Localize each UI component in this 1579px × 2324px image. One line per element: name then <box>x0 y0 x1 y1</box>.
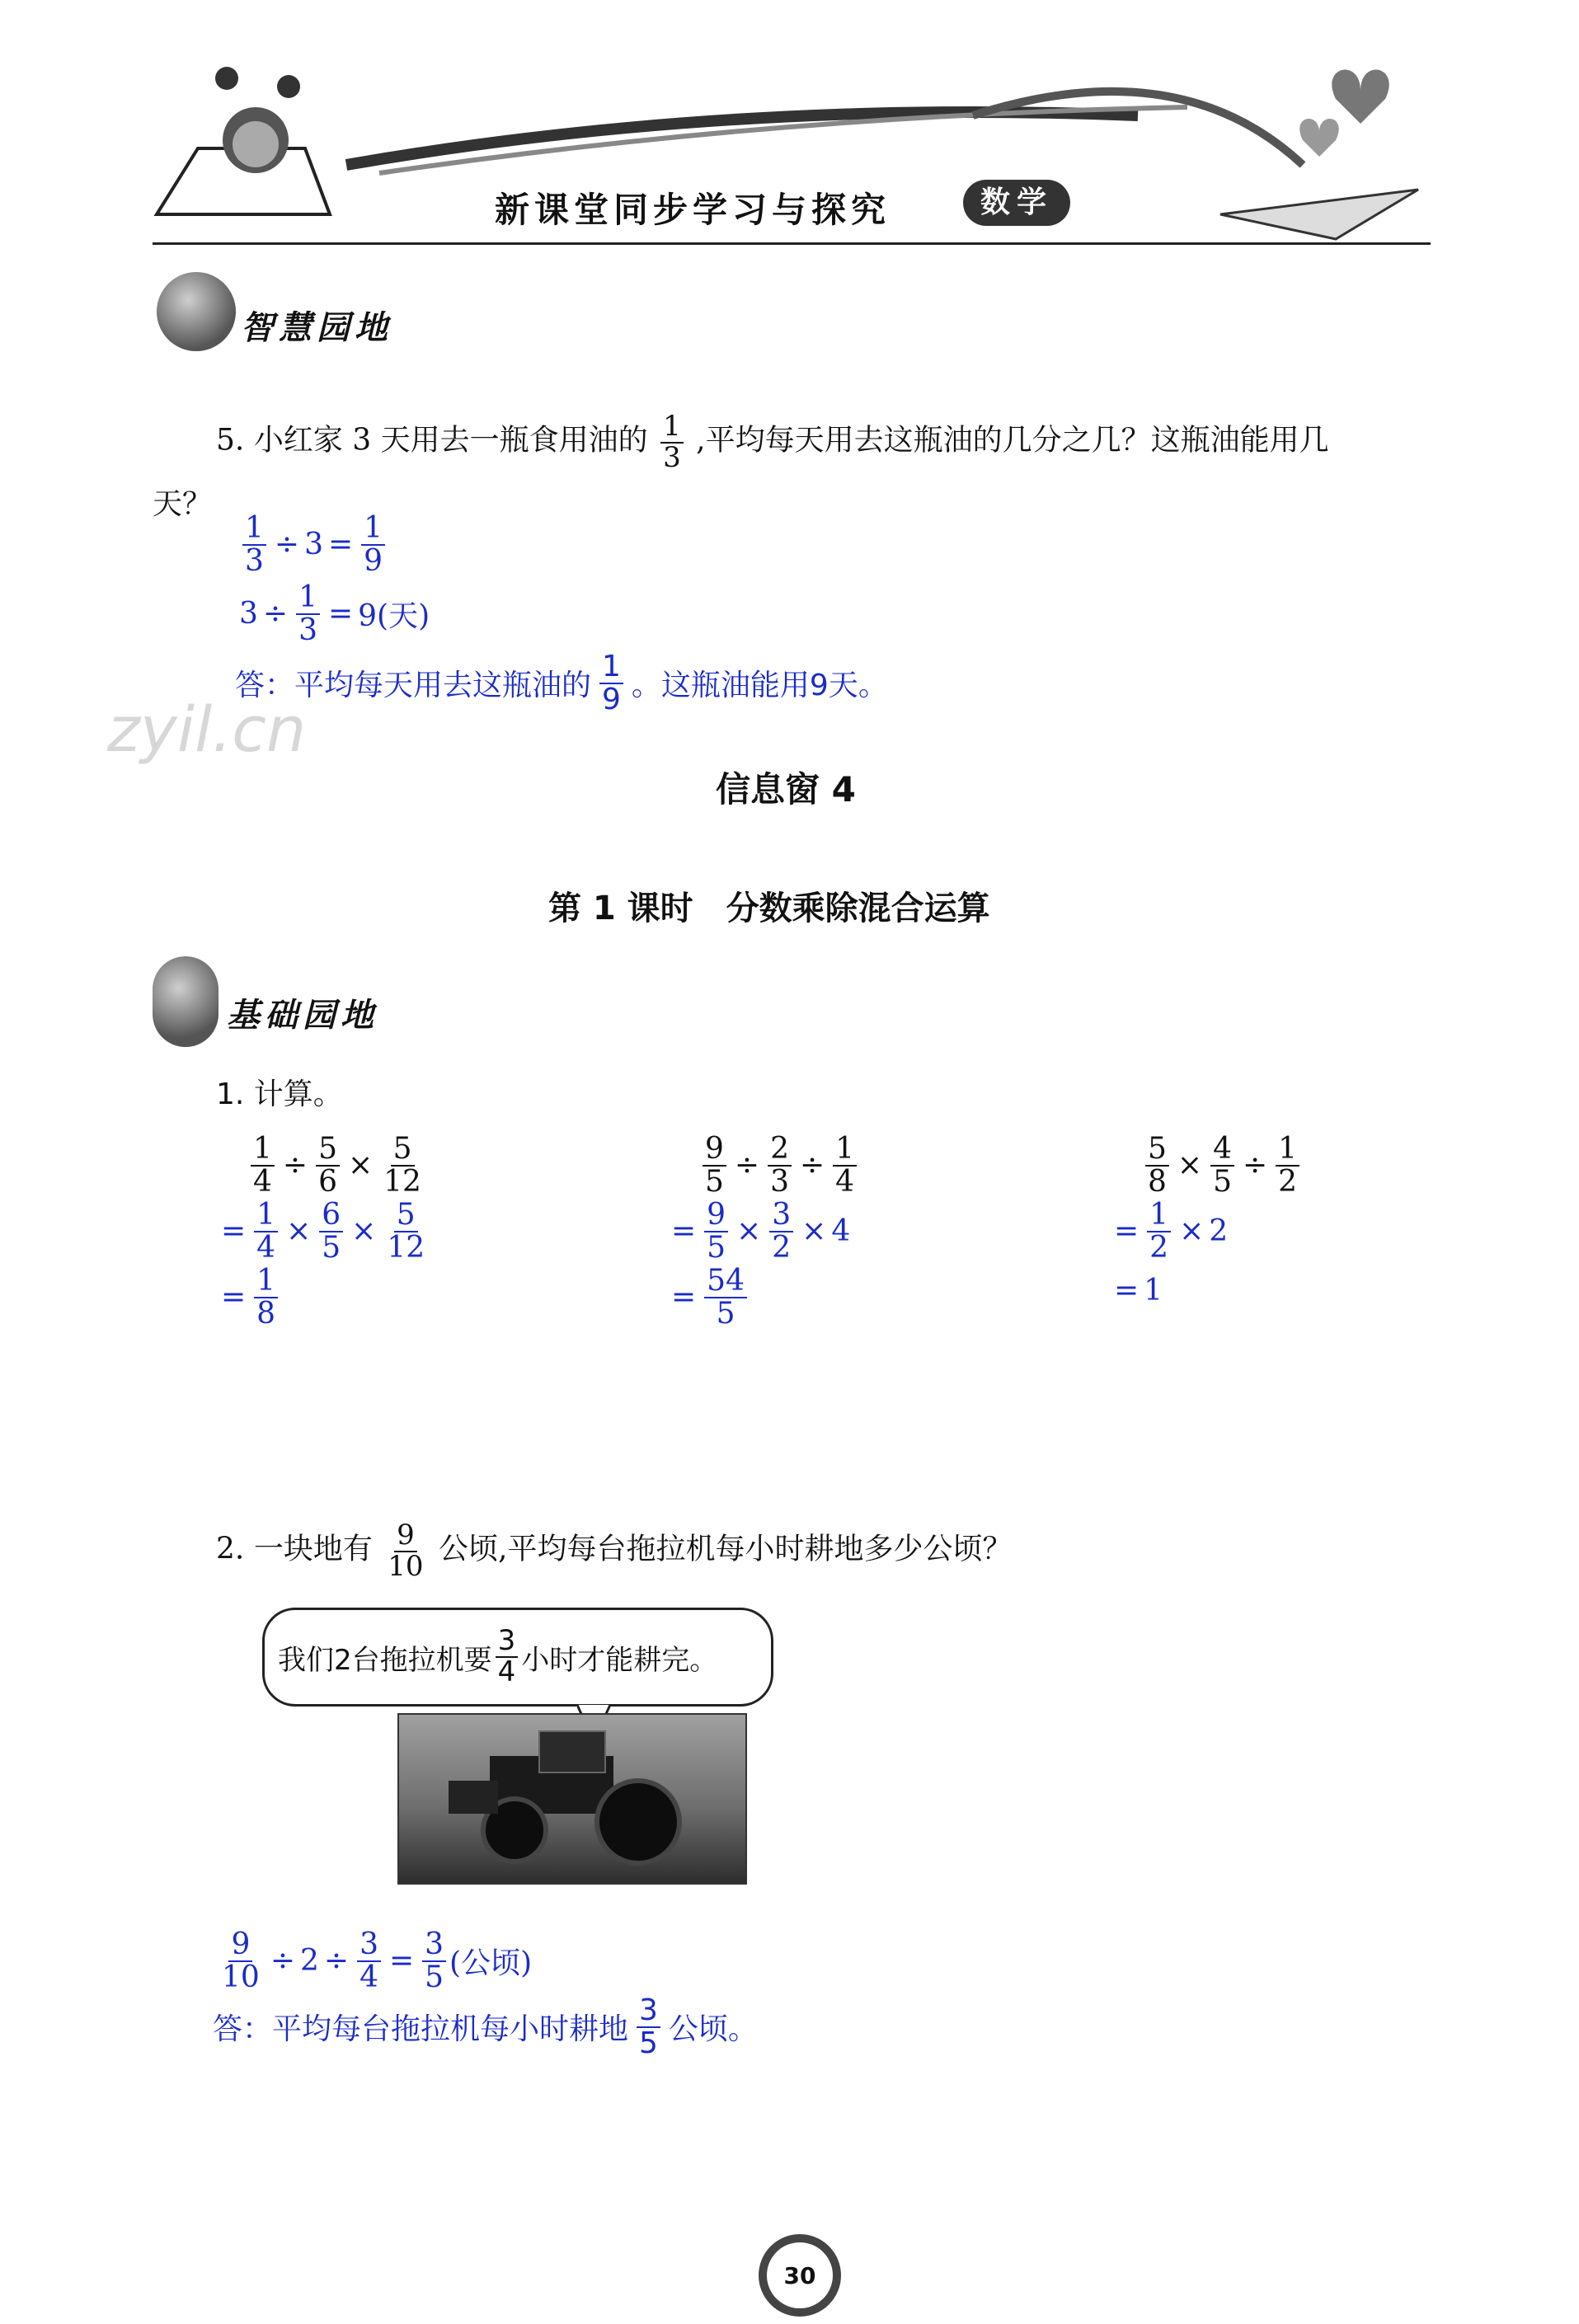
q2-text-b: 公顷,平均每台拖拉机每小时耕地多少公顷？ <box>439 1532 1013 1566</box>
q1b-problem: $\frac{9}{5}$ ÷ $\frac{2}{3}$ ÷ $\frac{1}{4}$ <box>699 1134 860 1198</box>
info-window-title: 信息窗 4 <box>716 769 856 810</box>
section-label-wisdom: 智慧园地 <box>241 309 392 347</box>
boy-avatar-icon <box>153 956 219 1047</box>
q5-number: 5. <box>216 423 245 458</box>
tractor-photo <box>397 1713 747 1885</box>
q1a-problem: $\frac{1}{4}$ ÷ $\frac{5}{6}$ × $\frac{5}{12}$ <box>247 1134 427 1198</box>
q1a-result: = $\frac{1}{8}$ <box>216 1265 281 1330</box>
q1c-step-1: = $\frac{1}{2}$ × 2 <box>1114 1198 1229 1265</box>
section-label-basic: 基础园地 <box>227 997 378 1035</box>
q2-text-a: 一块地有 <box>253 1532 373 1566</box>
q2-fraction: $\frac{9}{10}$ <box>388 1519 424 1583</box>
q5-fraction: $\frac{1}{3}$ <box>660 412 684 472</box>
header-divider <box>153 242 1431 245</box>
q5-text-a: 小红家 3 天用去一瓶食用油的 <box>253 423 648 458</box>
q1-label: 1. 计算。 <box>216 1077 343 1111</box>
header-title: 新课堂同步学习与探究 <box>495 190 891 230</box>
q2-prompt <box>216 1521 1012 1581</box>
watermark: zyil.cn <box>107 693 307 766</box>
q5-text-c: 天？ <box>153 487 213 521</box>
q5-text-b: ,平均每天用去这瓶油的几分之几？这瓶油能用几 <box>696 423 1329 458</box>
q1c-problem: $\frac{5}{8}$ × $\frac{4}{5}$ ÷ $\frac{1}{2}$ <box>1142 1134 1303 1198</box>
student-avatar-icon <box>157 272 236 351</box>
q1c-result: = 1 <box>1114 1274 1163 1308</box>
q5-prompt <box>216 412 1329 472</box>
speech-bubble: 我们2台拖拉机要 $\frac{3}{4}$ 小时才能耕完。 <box>262 1608 773 1707</box>
q2-answer-sentence: 答：平均每台拖拉机每小时耕地 $\frac{3}{5}$ 公顷。 <box>213 1993 758 2060</box>
q2-number: 2. <box>216 1532 245 1566</box>
lesson-title: 第 1 课时 分数乘除混合运算 <box>548 890 990 927</box>
q1b-result: = $\frac{54}{5}$ <box>666 1265 750 1330</box>
page-number: 30 <box>759 2234 841 2317</box>
q5-answer-line-2: 3 ÷ $\frac{1}{3}$ = 9(天) <box>239 580 430 647</box>
q1b-step-1: = $\frac{9}{5}$ × $\frac{3}{2}$ × 4 <box>671 1198 851 1265</box>
q5-answer-sentence: 答：平均每天用去这瓶油的 $\frac{1}{9}$ 。这瓶油能用9天。 <box>235 650 888 716</box>
q1a-step-1: = $\frac{1}{4}$ × $\frac{6}{5}$ × $\frac{5}{12}$ <box>221 1198 425 1265</box>
q2-calculation: $\frac{9}{10}$ ÷ 2 ÷ $\frac{3}{4}$ = $\frac{3}{5}$ (公顷) <box>222 1927 533 1994</box>
q5-answer-line-1: $\frac{1}{3}$ ÷ 3 = $\frac{1}{9}$ <box>239 513 388 577</box>
subject-badge: 数学 <box>963 180 1070 226</box>
